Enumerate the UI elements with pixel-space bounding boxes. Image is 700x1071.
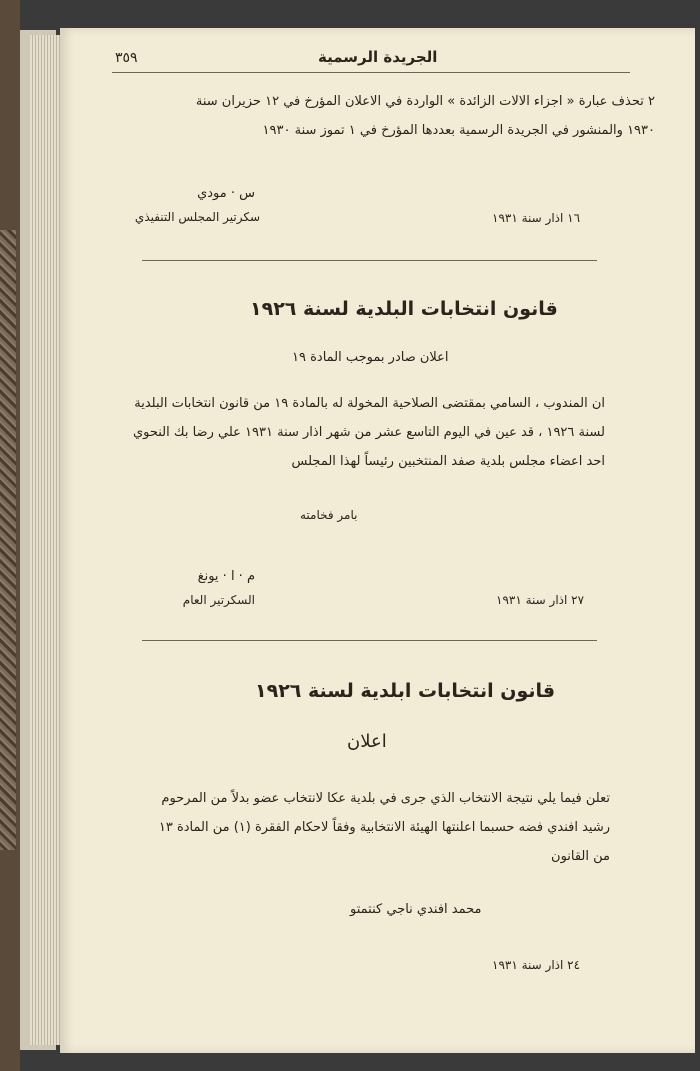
gazette-page [60, 28, 695, 1053]
notice3-date: ٢٤ اذار سنة ١٩٣١ [492, 958, 581, 972]
notice3-title: قانون انتخابات ابلدية لسنة ١٩٢٦ [255, 680, 556, 702]
notice2-date: ٢٧ اذار سنة ١٩٣١ [496, 593, 585, 607]
notice3-line-1: تعلن فيما يلي نتيجة الانتخاب الذي جرى في بلدية عكا لانتخاب عضو بدلاً من المرحوم [161, 791, 610, 806]
notice2-title: قانون انتخابات البلدية لسنة ١٩٢٦ [250, 298, 558, 320]
notice1-line-2: ١٩٣٠ والمنشور في الجريدة الرسمية بعددها المؤرخ في ١ تموز سنة ١٩٣٠ [262, 123, 655, 138]
notice2-by-order: بامر فخامته [300, 508, 358, 522]
notice3-line-3: من القانون [551, 849, 610, 864]
notice1-line-1: ٢ تحذف عبارة « اجزاء الالات الزائدة » الواردة في الاعلان المؤرخ في ١٢ حزيران سنة [195, 94, 655, 109]
notice2-subtitle: اعلان صادر بموجب المادة ١٩ [292, 350, 449, 365]
notice3-line-2: رشيد افندي فضه حسبما اعلنتها الهيئة الانتخابية وفقاً لاحكام الفقرة (١) من المادة ١٣ [158, 820, 610, 835]
notice1-signatory-name: س · مودي [197, 186, 255, 201]
page-number: ٣٥٩ [115, 50, 138, 66]
page-stack-edge-lines [30, 35, 60, 1045]
binding-marbled-cover [0, 230, 16, 850]
notice1-signatory-title: سكرتير المجلس التنفيذي [134, 210, 260, 224]
notice2-signatory-title: السكرتير العام [182, 593, 255, 607]
notice2-line-3: احد اعضاء مجلس بلدية صفد المنتخبين رئيساً لهذا المجلس [291, 454, 605, 469]
notice2-line-1: ان المندوب ، السامي بمقتضى الصلاحية المخولة له بالمادة ١٩ من قانون انتخابات البلدية [134, 396, 605, 411]
section-rule-2 [142, 640, 597, 641]
notice2-line-2: لسنة ١٩٢٦ ، قد عين في اليوم التاسع عشر من شهر اذار سنة ١٩٣١ علي رضا بك النحوي [132, 425, 605, 440]
running-title: الجريدة الرسمية [318, 48, 438, 66]
notice3-subtitle: اعلان [347, 731, 387, 752]
notice1-date: ١٦ اذار سنة ١٩٣١ [492, 211, 581, 225]
notice2-signatory-name: م · ا · يونغ [197, 569, 255, 584]
header-rule [112, 72, 630, 73]
section-rule-1 [142, 260, 597, 261]
notice3-elected-name: محمد افندي ناجي كنتمتو [350, 902, 482, 917]
